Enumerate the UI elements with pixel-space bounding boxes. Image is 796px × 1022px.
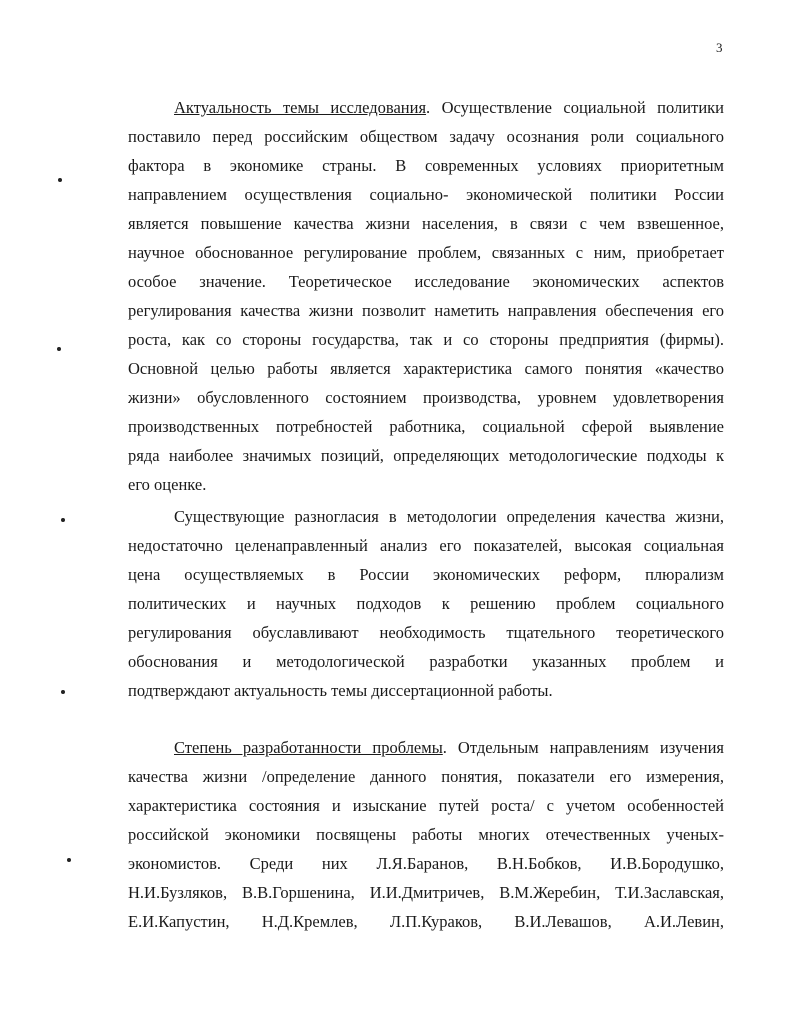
- text-line: Основной целью работы является характеристика самого понятия «качество: [128, 359, 724, 378]
- text-line: цена осуществляемых в России экономических реформ, плюрализм: [128, 565, 724, 584]
- section-heading-development: Степень разработанности проблемы: [174, 738, 443, 757]
- text-line: экономистов. Среди них Л.Я.Баранов, В.Н.Бобков, И.В.Бородушко,: [128, 854, 724, 873]
- text-line: научное обоснованное регулирование проблем, связанных с ним, приобретает: [128, 243, 724, 262]
- text-line: Е.И.Капустин, Н.Д.Кремлев, Л.П.Кураков, В.И.Левашов, А.И.Левин,: [128, 912, 724, 931]
- text-line: обоснования и методологической разработки указанных проблем и: [128, 652, 724, 671]
- text-line: подтверждают актуальность темы диссертационной работы.: [128, 681, 553, 700]
- text-line: особое значение. Теоретическое исследование экономических аспектов: [128, 272, 724, 291]
- paragraph-development-degree: [128, 733, 724, 936]
- scan-mark: [58, 178, 62, 182]
- text-line: его оценке.: [128, 475, 207, 494]
- paragraph-first-line: [128, 93, 724, 122]
- paragraph-first-line: [128, 733, 724, 762]
- page-number: 3: [716, 40, 723, 55]
- paragraph-disagreements: [128, 502, 724, 705]
- text-line: регулирования качества жизни позволит наметить направления обеспечения его: [128, 301, 724, 320]
- scan-mark: [67, 858, 71, 862]
- text-line: роста, как со стороны государства, так и со стороны предприятия (фирмы).: [128, 330, 724, 349]
- text-run: . Осуществление социальной политики: [426, 98, 724, 117]
- text-line: качества жизни /определение данного понятия, показатели его измерения,: [128, 767, 724, 786]
- paragraph-relevance: [128, 93, 724, 499]
- section-heading-relevance: Актуальность темы исследования: [174, 98, 427, 117]
- text-line: жизни» обусловленного состоянием производства, уровнем удовлетворения: [128, 388, 724, 407]
- text-line: политических и научных подходов к решению проблем социального: [128, 594, 724, 613]
- text-line: является повышение качества жизни населения, в связи с чем взвешенное,: [128, 214, 724, 233]
- text-line: поставило перед российским обществом задачу осознания роли социального: [128, 127, 724, 146]
- text-line: регулирования обуславливают необходимость тщательного теоретического: [128, 623, 724, 642]
- text-line: ряда наиболее значимых позиций, определяющих методологические подходы к: [128, 446, 724, 465]
- text-line: недостаточно целенаправленный анализ его показателей, высокая социальная: [128, 536, 724, 555]
- text-line: производственных потребностей работника, социальной сферой выявление: [128, 417, 724, 436]
- text-line: Существующие разногласия в методологии определения качества жизни,: [174, 507, 724, 526]
- scan-mark: [61, 518, 65, 522]
- scan-mark: [61, 690, 65, 694]
- text-line: Н.И.Бузляков, В.В.Горшенина, И.И.Дмитричев, В.М.Жеребин, Т.И.Заславская,: [128, 883, 724, 902]
- text-line: характеристика состояния и изыскание путей роста/ с учетом особенностей: [128, 796, 724, 815]
- text-run: . Отдельным направлениям изучения: [442, 738, 724, 757]
- text-line: российской экономики посвящены работы многих отечественных ученых-: [128, 825, 724, 844]
- text-line: направлением осуществления социально- экономической политики России: [128, 185, 724, 204]
- text-line: фактора в экономике страны. В современных условиях приоритетным: [128, 156, 724, 175]
- scan-mark: [57, 347, 61, 351]
